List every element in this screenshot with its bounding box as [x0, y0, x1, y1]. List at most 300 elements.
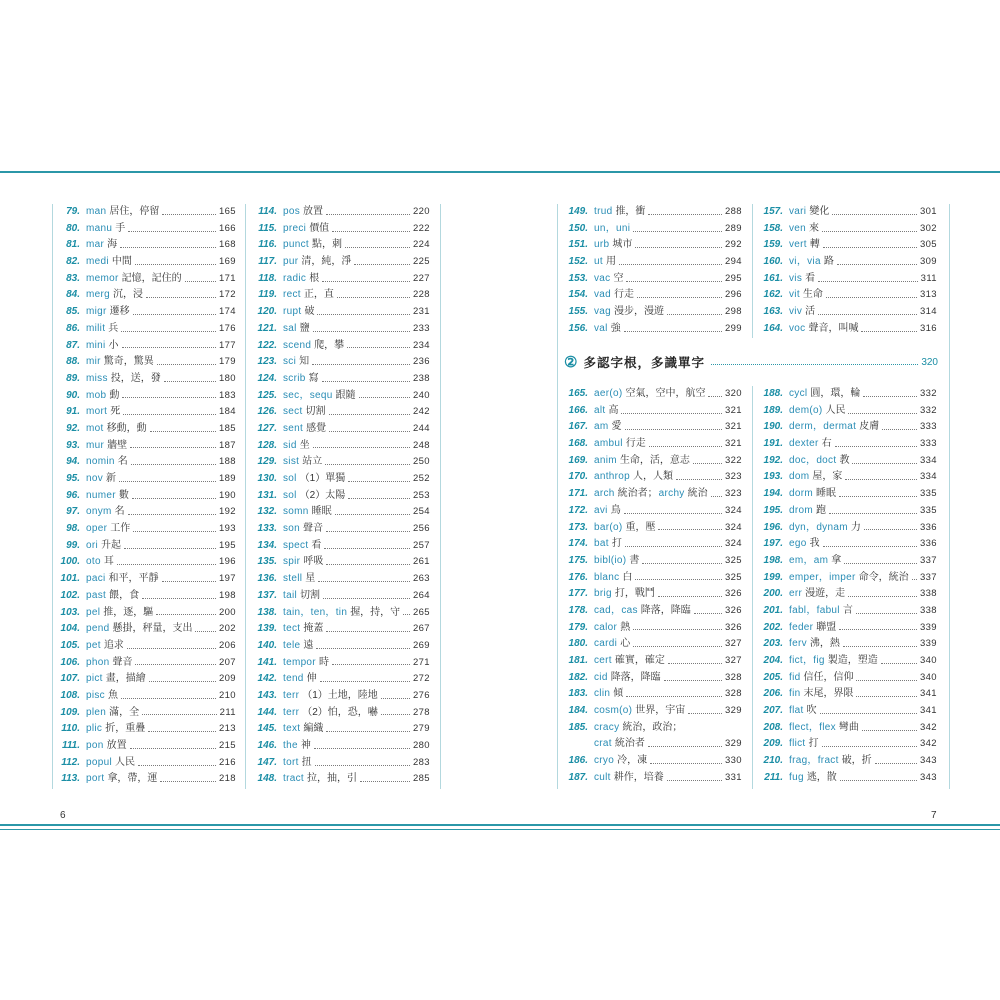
entry-page: 335	[919, 488, 937, 500]
dot-leader	[633, 629, 722, 630]
dot-leader	[312, 364, 410, 365]
entry-page: 326	[724, 588, 742, 600]
entry-root: sent	[283, 422, 304, 434]
entry-text	[86, 504, 125, 521]
entry-meaning: 降落，降臨	[610, 671, 661, 683]
entry-meaning: 扭	[301, 756, 312, 768]
entry-page: 299	[724, 322, 742, 334]
toc-entry	[757, 321, 937, 338]
entry-number: 88.	[66, 356, 80, 368]
entry-text	[789, 570, 909, 587]
entry-page: 242	[412, 406, 430, 418]
entry-text	[86, 755, 135, 772]
entry-number: 160.	[763, 256, 783, 268]
entry-number: 155.	[568, 306, 588, 318]
toc-entry	[757, 686, 937, 703]
entry-text	[789, 753, 872, 770]
entry-text	[594, 736, 645, 753]
toc-entry	[54, 304, 236, 321]
entry-number: 161.	[763, 272, 783, 284]
entry-number: 109.	[60, 706, 80, 718]
entry-text	[283, 354, 309, 371]
entry-meaning: 路	[823, 256, 834, 268]
dot-leader	[138, 765, 216, 766]
entry-meaning: 畫，描繪	[105, 673, 146, 685]
entry-meaning: 末尾，界限	[803, 688, 854, 700]
entry-page: 330	[724, 755, 742, 767]
dot-leader	[822, 231, 917, 232]
entry-number: 201.	[763, 604, 783, 616]
entry-meaning: 拿	[831, 554, 842, 566]
dot-leader	[832, 214, 917, 215]
entry-text	[283, 471, 345, 488]
entry-meaning: 統治	[687, 488, 708, 500]
dot-leader	[332, 664, 410, 665]
entry-meaning: 握，持，守	[350, 606, 401, 618]
entry-text	[594, 520, 655, 537]
dot-leader	[146, 297, 216, 298]
entry-root: ego	[789, 538, 807, 550]
entry-page: 240	[412, 389, 430, 401]
toc-entry	[54, 488, 236, 505]
entry-meaning: 工作	[110, 523, 131, 535]
entry-number: 87.	[66, 339, 80, 351]
entry-text	[594, 486, 708, 503]
toc-entry	[251, 404, 430, 421]
entry-meaning: 中間	[111, 256, 132, 268]
entry-root: dem(o)	[789, 404, 823, 416]
entry-text	[789, 254, 834, 271]
entry-number: 146.	[257, 740, 277, 751]
toc-entry	[562, 436, 742, 453]
toc-entry	[562, 586, 742, 603]
toc-entry	[54, 721, 236, 738]
entry-text	[86, 738, 127, 755]
entry-root: pict	[86, 673, 103, 685]
entry-page: 210	[218, 689, 236, 701]
entry-root: fict，fig	[789, 655, 825, 666]
entry-root: nov	[86, 473, 104, 484]
entry-number: 123.	[257, 356, 277, 368]
toc-entry	[54, 204, 236, 221]
entry-root: sid	[283, 439, 297, 451]
entry-number: 91.	[66, 406, 80, 418]
entry-meaning: 折，重疊	[105, 723, 146, 735]
entry-root: fabl，fabul	[789, 604, 840, 616]
toc-entry	[562, 403, 742, 420]
entry-number: 200.	[763, 588, 783, 600]
right-page-column-divider-upper	[752, 204, 753, 338]
entry-number: 112.	[61, 756, 80, 768]
entry-page: 336	[919, 538, 937, 550]
entry-meaning: 呼吸	[303, 556, 324, 568]
toc-entry	[757, 720, 937, 737]
entry-page: 338	[919, 604, 937, 616]
entry-root: vag	[594, 306, 612, 318]
dot-leader	[185, 281, 216, 282]
entry-page: 222	[412, 222, 430, 234]
toc-entry	[562, 237, 742, 254]
toc-entry	[54, 504, 236, 521]
entry-root: un，uni	[594, 222, 631, 234]
dot-leader	[693, 463, 722, 464]
entry-text	[789, 469, 842, 486]
entry-root: man	[86, 206, 107, 217]
entry-root: nomin	[86, 456, 115, 468]
dot-leader	[626, 696, 722, 697]
entry-root: sist	[283, 456, 300, 468]
entry-number: 197.	[763, 538, 783, 550]
entry-number: 132.	[257, 506, 277, 518]
entry-root: port	[86, 773, 105, 785]
entry-root: derm，dermat	[789, 421, 857, 433]
toc-entry	[757, 386, 937, 403]
dot-leader	[820, 713, 917, 714]
entry-number: 117.	[258, 256, 277, 268]
entry-text	[594, 403, 618, 420]
toc-entry	[562, 753, 742, 770]
entry-root: radic	[283, 272, 307, 284]
entry-root: cryo	[594, 755, 615, 767]
entry-text	[594, 453, 690, 470]
entry-text	[86, 721, 145, 738]
entry-number: 96.	[66, 489, 80, 501]
entry-number: 151.	[568, 239, 588, 251]
entry-root: merg	[86, 289, 110, 301]
entry-number: 120.	[257, 306, 277, 318]
entry-root: numer	[86, 489, 116, 501]
entry-meaning: 懸掛，秤量，支出	[112, 623, 193, 635]
entry-text	[594, 271, 623, 288]
entry-number: 111.	[62, 740, 80, 751]
entry-text	[283, 638, 313, 655]
entry-number: 186.	[568, 755, 588, 767]
dot-leader	[633, 231, 722, 232]
entry-meaning: 統治者；	[617, 488, 658, 500]
entry-page: 331	[724, 771, 742, 783]
entry-number: 139.	[257, 623, 277, 635]
toc-entry	[54, 621, 236, 638]
entry-number: 114.	[258, 206, 277, 217]
toc-entry	[54, 755, 236, 772]
dot-leader	[149, 681, 216, 682]
dot-leader	[649, 446, 722, 447]
dot-leader	[132, 498, 216, 499]
entry-root: arch	[594, 488, 615, 500]
toc-entry	[562, 321, 742, 338]
toc-entry	[757, 753, 937, 770]
entry-root: popul	[86, 756, 112, 768]
entry-root: vis	[789, 272, 803, 284]
toc-entry	[757, 221, 937, 238]
entry-text	[283, 688, 378, 705]
entry-text	[789, 204, 829, 221]
dot-leader	[403, 614, 410, 615]
entry-text	[283, 404, 326, 421]
entry-meaning: 統治，政治；	[622, 721, 683, 733]
toc-entry	[251, 688, 430, 705]
entry-text	[283, 605, 400, 622]
entry-page: 184	[218, 406, 236, 418]
entry-number: 118.	[258, 272, 277, 284]
entry-text	[594, 720, 682, 737]
toc-entry	[562, 653, 742, 670]
entry-meaning: 鳥	[610, 504, 621, 516]
entry-text	[789, 271, 815, 288]
entry-meaning: 世界，宇宙	[635, 705, 686, 717]
entry-text	[283, 771, 357, 788]
entry-text	[86, 621, 192, 638]
entry-text	[594, 686, 623, 703]
entry-text	[789, 636, 840, 653]
entry-root: miss	[86, 372, 108, 384]
entry-page: 206	[218, 639, 236, 651]
entry-number: 193.	[763, 471, 783, 483]
entry-number: 128.	[257, 439, 277, 451]
toc-entry	[54, 521, 236, 538]
dot-leader	[313, 331, 410, 332]
entry-text	[594, 636, 630, 653]
entry-root: am	[594, 421, 609, 433]
dot-leader	[829, 513, 917, 514]
entry-text	[86, 354, 154, 371]
entry-text	[283, 554, 323, 571]
dot-leader	[348, 498, 410, 499]
entry-number: 141.	[257, 656, 277, 668]
section-page: 320	[921, 356, 938, 368]
entry-root: sec，sequ	[283, 389, 333, 401]
entry-root: sal	[283, 322, 297, 334]
entry-root: flict	[789, 738, 806, 750]
entry-root: avi	[594, 504, 608, 516]
entry-page: 323	[724, 471, 742, 483]
entry-meaning: 遷移	[109, 306, 130, 318]
entry-number: 98.	[66, 523, 80, 535]
toc-entry	[757, 204, 937, 221]
entry-number: 177.	[568, 588, 588, 600]
entry-number: 148.	[257, 773, 277, 785]
entry-number: 204.	[763, 655, 783, 666]
toc-entry	[562, 670, 742, 687]
entry-number: 121.	[257, 322, 277, 334]
entry-text	[594, 770, 664, 787]
entry-root: viv	[789, 306, 803, 318]
entry-page: 256	[412, 523, 430, 535]
dot-leader	[848, 413, 916, 414]
entry-meaning: 言	[842, 604, 853, 616]
entry-text	[86, 421, 147, 438]
entry-root: ambul	[594, 438, 623, 450]
dot-leader	[839, 496, 917, 497]
entry-meaning: 感覺	[306, 422, 327, 434]
entry-number: 159.	[763, 239, 783, 251]
entry-number: 153.	[568, 272, 588, 284]
entry-page: 327	[724, 655, 742, 666]
entry-meaning: 空	[613, 272, 624, 284]
entry-number: 105.	[60, 639, 80, 651]
entry-number: 180.	[568, 638, 588, 650]
entry-meaning: 追求	[103, 639, 124, 651]
entry-number: 113.	[61, 773, 80, 785]
entry-number: 165.	[568, 388, 588, 399]
dot-leader	[121, 331, 216, 332]
entry-page: 289	[724, 222, 742, 234]
entry-number: 183.	[568, 688, 588, 700]
toc-entry	[562, 486, 742, 503]
entry-meaning: 製造，塑造	[827, 655, 878, 666]
entry-root: cosm(o)	[594, 705, 633, 717]
entry-number: 174.	[568, 538, 588, 550]
entry-root: text	[283, 723, 301, 735]
dot-leader	[156, 614, 216, 615]
entry-text	[283, 237, 342, 254]
dot-leader	[667, 314, 722, 315]
entry-page: 327	[724, 638, 742, 650]
toc-entry	[54, 287, 236, 304]
dot-leader	[823, 546, 917, 547]
dot-leader	[359, 397, 410, 398]
entry-number: 209.	[763, 738, 783, 750]
entry-page: 321	[724, 404, 742, 416]
entry-root: bat	[594, 538, 609, 550]
dot-leader	[148, 731, 216, 732]
entry-meaning: 行走	[625, 438, 646, 450]
entry-number: 173.	[568, 521, 588, 533]
entry-page: 322	[724, 454, 742, 466]
entry-meaning: （1）單獨	[299, 473, 346, 484]
entry-root: terr	[283, 706, 300, 718]
entry-number: 154.	[568, 289, 588, 301]
entry-meaning: 放置	[303, 206, 324, 217]
entry-text	[789, 536, 820, 553]
entry-text	[594, 237, 632, 254]
entry-root: cycl	[789, 388, 808, 399]
entry-page: 174	[218, 306, 236, 318]
entry-root: fug	[789, 771, 804, 783]
toc-entry	[54, 221, 236, 238]
entry-meaning: 打，戰鬥	[614, 588, 655, 600]
entry-text	[283, 454, 322, 471]
dot-leader	[882, 429, 917, 430]
entry-number: 138.	[257, 606, 277, 618]
entry-root: rect	[283, 289, 301, 301]
entry-number: 185.	[568, 721, 588, 733]
dot-leader	[852, 463, 917, 464]
right-page-left-border	[557, 204, 558, 789]
entry-number: 164.	[763, 322, 783, 334]
entry-root: phon	[86, 656, 110, 668]
toc-entry	[562, 419, 742, 436]
entry-page: 336	[919, 521, 937, 533]
entry-meaning: 居住，停留	[109, 206, 160, 217]
toc-entry	[757, 770, 937, 787]
entry-number: 147.	[257, 756, 277, 768]
entry-meaning: 命令，統治	[858, 571, 909, 583]
toc-entry	[54, 638, 236, 655]
entry-root: voc	[789, 322, 806, 334]
toc-entry	[757, 620, 937, 637]
entry-page: 302	[919, 222, 937, 234]
dot-leader	[912, 579, 917, 580]
toc-entry	[251, 721, 430, 738]
entry-meaning: 變化	[809, 206, 830, 217]
page-number-right: 7	[931, 810, 937, 821]
entry-text	[283, 271, 319, 288]
entry-root: flat	[789, 705, 804, 717]
toc-entry	[757, 237, 937, 254]
entry-text	[86, 705, 139, 722]
entry-meaning: 空氣，空中，航空	[625, 388, 706, 399]
entry-meaning: 投，送，發	[110, 372, 161, 384]
entry-meaning: 鹽	[299, 322, 310, 334]
entry-number: 166.	[568, 404, 588, 416]
entry-page: 172	[218, 289, 236, 301]
toc-entry	[54, 237, 236, 254]
entry-root: scend	[283, 339, 312, 351]
toc-entry	[562, 620, 742, 637]
entry-root: flect，flex	[789, 721, 836, 733]
entry-meaning: 名	[114, 506, 125, 518]
entry-meaning: 強	[610, 322, 621, 334]
entry-meaning: 拉，抽，引	[306, 773, 357, 785]
entry-meaning: 坐	[299, 439, 310, 451]
dot-leader	[708, 396, 721, 397]
entry-number: 150.	[568, 222, 588, 234]
entry-text	[283, 671, 317, 688]
entry-meaning: 爬，攀	[314, 339, 345, 351]
entry-meaning: 跟隨	[335, 389, 356, 401]
entry-meaning: 切割	[305, 406, 326, 418]
entry-number: 97.	[66, 506, 80, 518]
entry-number: 156.	[568, 322, 588, 334]
entry-meaning: 記憶，記住的	[121, 272, 182, 284]
toc-entry	[562, 736, 742, 753]
entry-meaning: 教	[839, 454, 850, 466]
dot-leader	[315, 765, 410, 766]
left-page-left-border	[52, 204, 53, 789]
section-heading	[564, 352, 938, 372]
entry-meaning: 點，刺	[311, 239, 342, 251]
entry-text	[86, 688, 118, 705]
entry-number: 79.	[66, 206, 80, 217]
entry-text	[789, 603, 853, 620]
entry-meaning: 餵，食	[109, 589, 140, 601]
dot-leader	[345, 247, 410, 248]
dot-leader	[130, 748, 216, 749]
entry-root: mur	[86, 439, 105, 451]
toc-entry	[757, 536, 937, 553]
entry-meaning: 睡眠	[815, 488, 836, 500]
entry-page: 180	[218, 372, 236, 384]
entry-number: 149.	[568, 206, 588, 217]
entry-number: 152.	[568, 256, 588, 268]
dot-leader	[360, 781, 410, 782]
entry-page: 316	[919, 322, 937, 334]
entry-page: 342	[919, 721, 937, 733]
dot-leader	[848, 596, 917, 597]
toc-entry	[757, 419, 937, 436]
dot-leader	[162, 581, 216, 582]
entry-number: 129.	[257, 456, 277, 468]
entry-text	[594, 603, 691, 620]
dot-leader	[326, 631, 410, 632]
entry-page: 183	[218, 389, 236, 401]
dot-leader	[128, 514, 216, 515]
entry-root: feder	[789, 621, 814, 633]
entry-page: 198	[218, 589, 236, 601]
entry-meaning: 重，壓	[625, 521, 656, 533]
entry-meaning: 漫步，漫遊	[614, 306, 665, 318]
